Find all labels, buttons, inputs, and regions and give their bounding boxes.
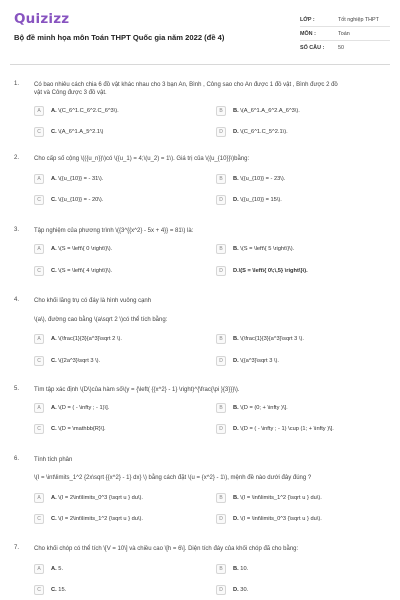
answer-option-d[interactable] (216, 512, 322, 525)
option-letter-box: A (34, 106, 44, 116)
option-letter-box: D (216, 266, 226, 276)
answer-option-c[interactable] (34, 512, 143, 525)
option-letter-box: B (216, 493, 226, 503)
option-text (51, 516, 143, 522)
answer-option-d[interactable] (216, 354, 279, 367)
option-letter-box: B (216, 564, 226, 574)
option-label: C. (51, 267, 57, 274)
option-label: D. (233, 515, 239, 522)
option-label: C. (51, 425, 57, 432)
meta-value: 50 (338, 45, 344, 51)
option-label: D. (233, 128, 239, 135)
question-text: Tính tích phân (34, 457, 73, 463)
meta-label: MÔN : (300, 30, 316, 37)
option-text (51, 197, 103, 203)
answer-option-b[interactable] (216, 242, 294, 255)
option-letter-box: C (34, 424, 44, 434)
option-value: 5. (58, 565, 64, 572)
option-text (233, 176, 285, 182)
worksheet-meta (300, 13, 390, 55)
option-label: A. (51, 107, 57, 114)
option-text (233, 516, 322, 522)
quizizz-logo: Quizizz (14, 11, 70, 27)
option-text (233, 129, 288, 135)
option-letter-box: D (216, 356, 226, 366)
answer-option-d[interactable] (216, 125, 288, 138)
option-letter-box: A (34, 334, 44, 344)
option-letter-box: A (34, 403, 44, 413)
option-text (233, 246, 294, 252)
option-label: C. (51, 128, 57, 135)
question-number: 5. (14, 386, 20, 392)
answer-option-b[interactable] (216, 562, 248, 575)
option-letter-box: B (216, 334, 226, 344)
option-value: 10. (240, 565, 249, 572)
option-label: C. (51, 357, 57, 364)
option-label: B. (233, 565, 239, 572)
option-text (233, 566, 248, 572)
option-letter-box: C (34, 127, 44, 137)
option-value: \(A_6^1.A_6^2.A_6^3\). (240, 107, 300, 114)
answer-option-d[interactable] (216, 264, 308, 277)
option-text (51, 426, 106, 432)
option-text (233, 336, 304, 342)
option-value: \({2a^3}\sqrt 3 \). (58, 357, 101, 364)
option-text (233, 587, 248, 593)
option-label: B. (233, 175, 239, 182)
option-value: \({u_{10}} = - 20\). (58, 196, 104, 203)
option-label: B. (233, 107, 239, 114)
option-text (233, 405, 288, 411)
option-letter-box: B (216, 403, 226, 413)
answer-option-d[interactable] (216, 193, 282, 206)
answer-option-a[interactable] (34, 401, 109, 414)
answer-option-b[interactable] (216, 401, 288, 414)
question-number: 6. (14, 456, 20, 462)
question-text: Cho khối chóp có thể tích \[V = 10\] và chiều cao \[h = 6\]. Diện tích đáy của khối chóp đã cho bằng: (34, 546, 299, 552)
meta-row-class (300, 13, 390, 27)
option-label: A. (51, 245, 57, 252)
option-value: \(\frac{1}{3}{a^3}\sqrt 3 \). (240, 335, 304, 342)
option-text (51, 405, 109, 411)
answer-option-a[interactable] (34, 172, 103, 185)
option-value: \(I = \int\limits_0^3 {\sqrt u } du\). (240, 515, 322, 522)
answer-option-a[interactable] (34, 332, 122, 345)
question-text: \(a\), đường cao bằng \(a\sqrt 2 \)có thể tích bằng: (34, 317, 168, 323)
option-value: \(I = \int\limits_1^2 {\sqrt u } du\). (240, 494, 322, 501)
question-text: Tìm tập xác định \(D\)của hàm số\(y = {\left( {{x^2} - 1} \right)^{\frac{\pi }{3}}}\). (34, 387, 240, 393)
option-letter-box: C (34, 266, 44, 276)
option-letter-box: C (34, 585, 44, 595)
meta-row-subject (300, 27, 390, 41)
option-value: \({u_{10}} = 15\). (240, 196, 282, 203)
option-value: D.\(S = \left\{ 0\;\,5} \right\}\). (233, 267, 308, 274)
option-letter-box: D (216, 424, 226, 434)
option-value: \(S = \left\{ 4 \right\}\). (58, 267, 113, 274)
answer-option-b[interactable] (216, 172, 285, 185)
answer-option-b[interactable] (216, 491, 322, 504)
option-text (51, 336, 122, 342)
question-text: Có bao nhiêu cách chia 6 đồ vật khác nhau cho 3 bạn An, Bình , Công sao cho An được 1 đồ vật , Bình được 2 đồ (34, 82, 338, 88)
option-value: \(I = 2\int\limits_0^3 {\sqrt u } du\). (58, 494, 143, 501)
option-value: \(C_6^1.C_5^2.1\). (240, 128, 288, 135)
answer-option-c[interactable] (34, 264, 112, 277)
option-label: B. (233, 404, 239, 411)
question-number: 7. (14, 545, 20, 551)
option-label: B. (233, 494, 239, 501)
option-text (51, 358, 100, 364)
option-text (51, 268, 112, 274)
question-number: 2. (14, 155, 20, 161)
worksheet-title: Bộ đề minh họa môn Toán THPT Quốc gia năm 2022 (đề 4) (14, 33, 225, 42)
option-value: \({u_{10}} = - 23\). (240, 175, 286, 182)
question-text: \(I = \int\limits_1^2 {2x\sqrt {{x^2} - 1} dx} \) bằng cách đặt \(u = {x^2} - 1\), mệnh đề nào dưới đây đúng ? (34, 475, 312, 481)
option-label: D. (233, 425, 239, 432)
option-value: 30. (240, 586, 249, 593)
option-label: A. (51, 565, 57, 572)
option-text (233, 197, 282, 203)
option-value: \(S = \left\{ 0 \right\}\). (58, 245, 113, 252)
meta-value: Tốt nghiệp THPT (338, 16, 379, 23)
option-value: \(\frac{1}{3}{a^3}\sqrt 2 \). (58, 335, 122, 342)
option-letter-box: C (34, 514, 44, 524)
option-value: \(C_6^1.C_6^2.C_6^3\). (58, 107, 119, 114)
question-text: Cho khối lăng trụ có đáy là hình vuông cạnh (34, 298, 152, 304)
option-value: \(D = \mathbb{R}\]. (58, 425, 106, 432)
option-text (233, 495, 322, 501)
option-text (233, 426, 334, 432)
question-number: 1. (14, 81, 20, 87)
option-letter-box: A (34, 174, 44, 184)
option-label: C. (51, 586, 57, 593)
option-text (51, 566, 63, 572)
option-letter-box: D (216, 514, 226, 524)
answer-option-a[interactable] (34, 104, 119, 117)
option-value: \(D = (0; + \infty )\]. (240, 404, 288, 411)
question-number: 4. (14, 297, 20, 303)
option-label: B. (233, 245, 239, 252)
option-letter-box: B (216, 244, 226, 254)
option-value: \(A_6^1.A_5^2.1\) (58, 128, 104, 135)
meta-value: Toán (338, 30, 350, 37)
option-label: D. (233, 357, 239, 364)
answer-option-b[interactable] (216, 104, 300, 117)
option-value: 15. (58, 586, 67, 593)
answer-option-b[interactable] (216, 332, 304, 345)
option-label: C. (51, 196, 57, 203)
option-text (51, 129, 103, 135)
option-letter-box: D (216, 127, 226, 137)
option-text (233, 358, 279, 364)
answer-option-a[interactable] (34, 491, 143, 504)
option-text (233, 108, 300, 114)
question-number: 3. (14, 227, 20, 233)
answer-option-a[interactable] (34, 242, 112, 255)
option-value: \(I = 2\int\limits_1^2 {\sqrt u } du\). (58, 515, 143, 522)
option-letter-box: D (216, 585, 226, 595)
option-text (51, 587, 66, 593)
option-label: A. (51, 404, 57, 411)
question-text: Cho cấp số cộng \(({u_n})\)có \({u_1) = 4;\(u_2) = 1\). Giá trị của \({u_{10}}\)bằng: (34, 156, 250, 162)
question-text: vật và Công được 3 đồ vật. (34, 90, 107, 96)
answer-option-c[interactable] (34, 422, 106, 435)
option-letter-box: A (34, 244, 44, 254)
option-text (51, 495, 143, 501)
option-text (51, 246, 112, 252)
option-text (51, 176, 103, 182)
meta-label: SỐ CÂU : (300, 45, 325, 51)
option-label: A. (51, 335, 57, 342)
option-value: \({a^3}\sqrt 3 \). (240, 357, 279, 364)
option-label: A. (51, 175, 57, 182)
meta-label: LỚP : (300, 16, 315, 23)
option-text (51, 108, 119, 114)
option-label: B. (233, 335, 239, 342)
answer-option-c[interactable] (34, 583, 66, 596)
option-letter-box: C (34, 356, 44, 366)
answer-option-a[interactable] (34, 562, 63, 575)
option-label: A. (51, 494, 57, 501)
worksheet-header (0, 0, 400, 62)
option-letter-box: C (34, 195, 44, 205)
answer-option-d[interactable] (216, 422, 334, 435)
option-label: D. (233, 586, 239, 593)
option-value: \(D = ( - \infty ; - 1)\]. (58, 404, 110, 411)
option-letter-box: A (34, 564, 44, 574)
option-letter-box: D (216, 195, 226, 205)
option-letter-box: A (34, 493, 44, 503)
option-value: \(D = ( - \infty ; - 1) \cup (1; + \infty )\]. (240, 425, 334, 432)
answer-option-c[interactable] (34, 125, 103, 138)
answer-option-d[interactable] (216, 583, 248, 596)
option-text (233, 268, 308, 274)
option-letter-box: B (216, 106, 226, 116)
option-letter-box: B (216, 174, 226, 184)
option-value: \({u_{10}} = - 31\). (58, 175, 104, 182)
answer-option-c[interactable] (34, 193, 103, 206)
header-divider (10, 64, 390, 65)
option-label: D. (233, 196, 239, 203)
option-label: C. (51, 515, 57, 522)
question-text: Tập nghiệm của phương trình \({3^{{x^2} - 5x + 4}} = 81\) là: (34, 228, 194, 234)
meta-row-count (300, 41, 390, 55)
option-value: \(S = \left\{ 5 \right\}\). (240, 245, 295, 252)
answer-option-c[interactable] (34, 354, 100, 367)
